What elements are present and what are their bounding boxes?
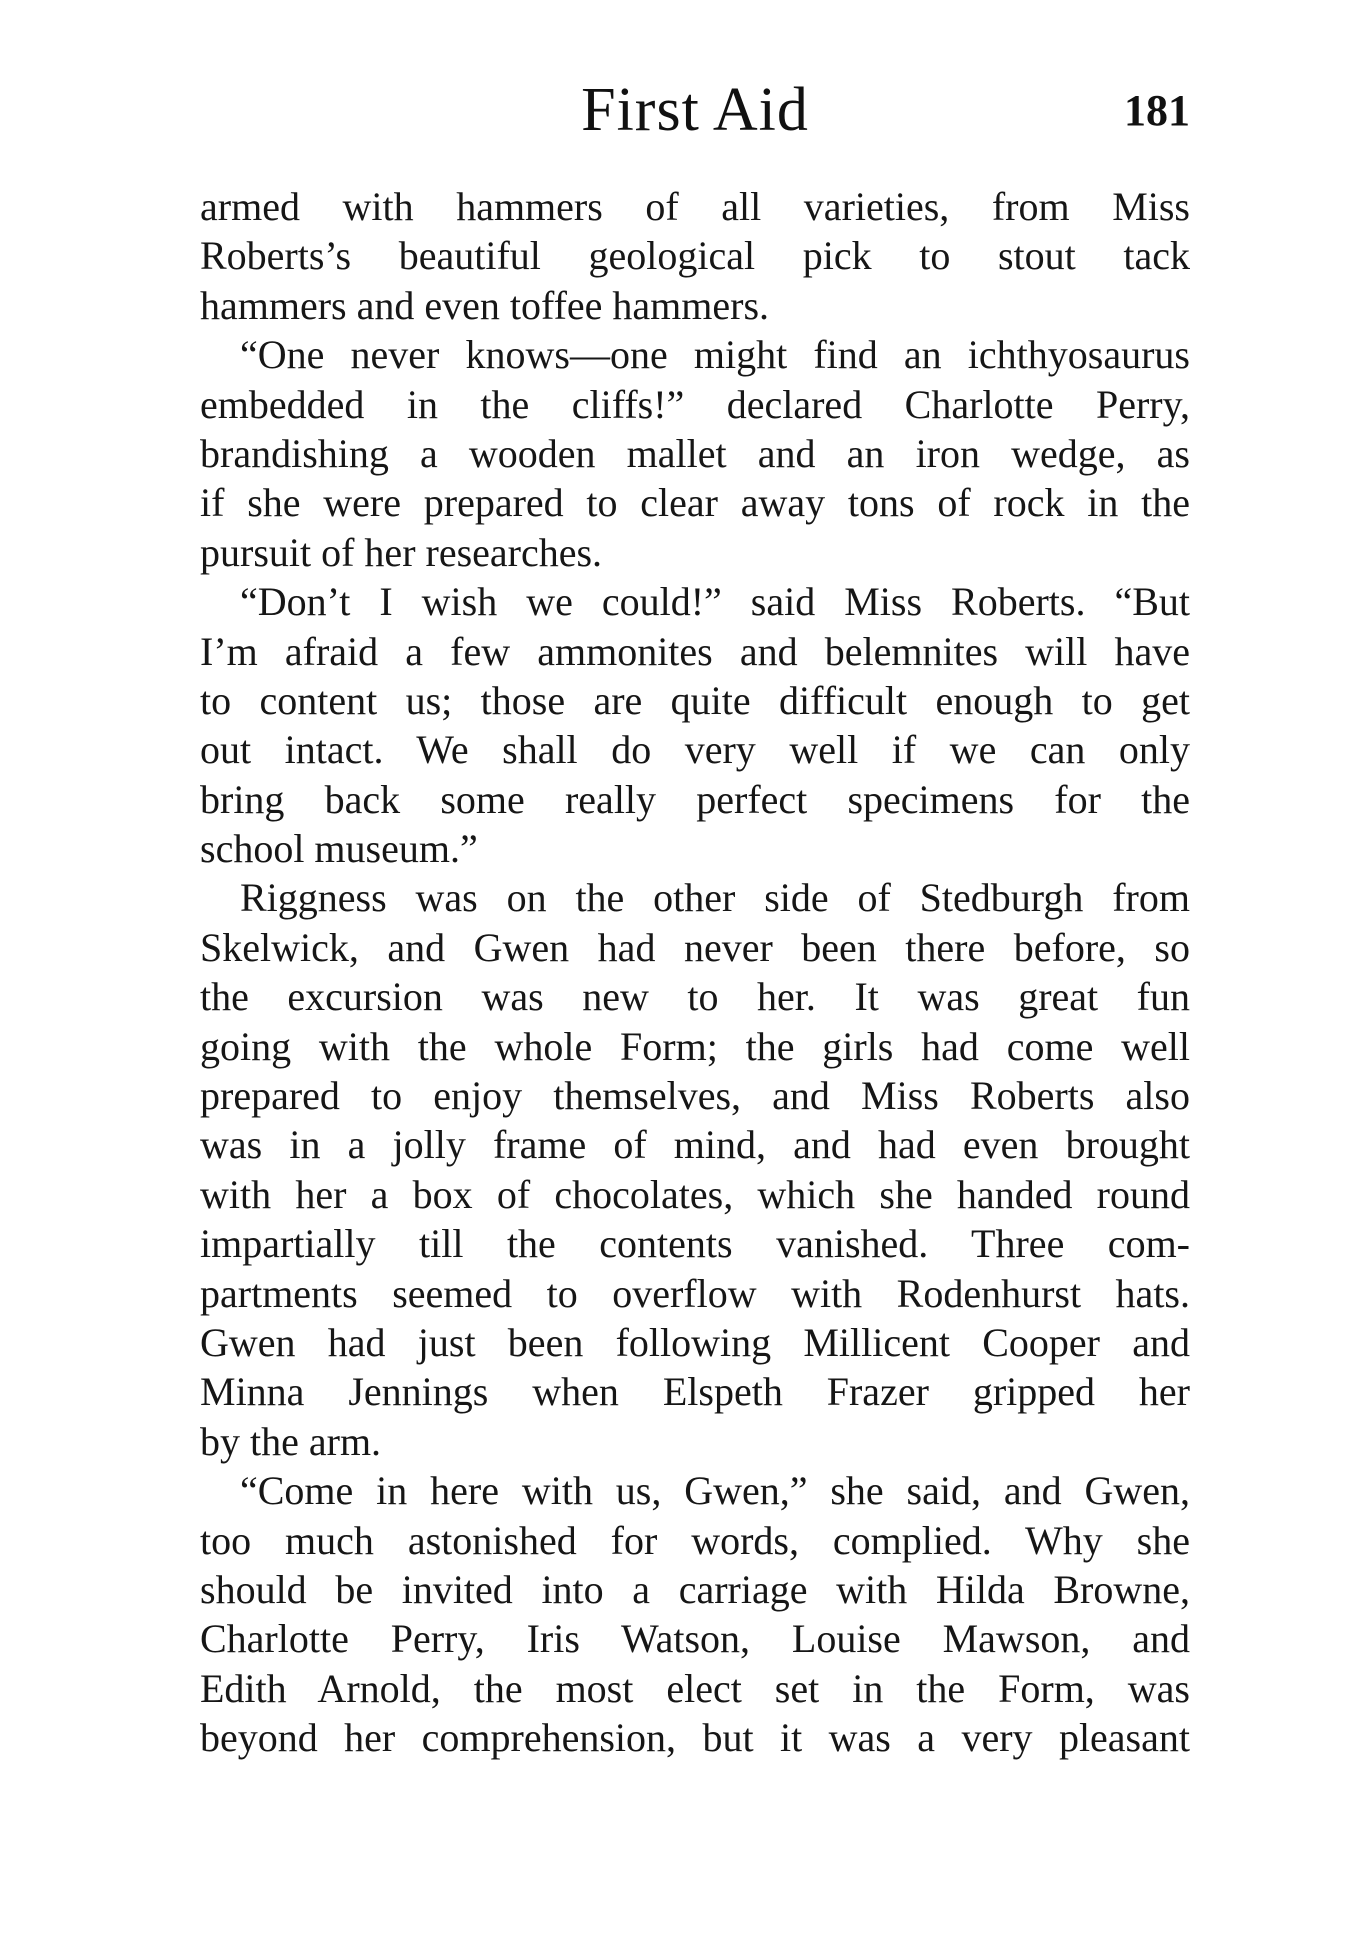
text-line: should be invited into a carriage with Hilda Browne, xyxy=(200,1566,1190,1612)
text-line: the excursion was new to her. It was great fun xyxy=(200,974,1190,1020)
paragraph xyxy=(200,330,1190,577)
text-line: if she were prepared to clear away tons of rock in the xyxy=(200,480,1190,526)
text-line: to content us; those are quite difficult enough to get xyxy=(200,677,1190,723)
running-head xyxy=(200,70,1190,150)
text-line: “One never knows—one might find an ichthyosaurus xyxy=(240,332,1190,378)
text-line: hammers and even toffee hammers. xyxy=(200,282,770,328)
text-line: embedded in the cliffs!” declared Charlotte Perry, xyxy=(200,381,1190,427)
text-line: brandishing a wooden mallet and an iron wedge, as xyxy=(200,430,1190,476)
page-number: 181 xyxy=(1124,86,1190,135)
paragraph xyxy=(200,182,1190,330)
text-line: out intact. We shall do very well if we can only xyxy=(200,727,1190,773)
text-line: beyond her comprehension, but it was a very pleasant xyxy=(200,1715,1190,1761)
text-line: I’m afraid a few ammonites and belemnites will have xyxy=(200,628,1190,674)
text-line: “Don’t I wish we could!” said Miss Roberts. “But xyxy=(240,579,1190,625)
text-line: Skelwick, and Gwen had never been there before, so xyxy=(200,924,1190,970)
text-line: Minna Jennings when Elspeth Frazer gripped her xyxy=(200,1369,1190,1415)
text-line: Edith Arnold, the most elect set in the Form, was xyxy=(200,1665,1190,1711)
text-line: too much astonished for words, complied. Why she xyxy=(200,1517,1190,1563)
text-line: armed with hammers of all varieties, from Miss xyxy=(200,184,1190,229)
text-line: Riggness was on the other side of Stedburgh from xyxy=(240,875,1190,921)
paragraph xyxy=(200,1466,1190,1762)
text-line: school museum.” xyxy=(200,826,478,872)
paragraph xyxy=(200,873,1190,1466)
text-line: prepared to enjoy themselves, and Miss Roberts also xyxy=(200,1073,1190,1119)
text-line: Gwen had just been following Millicent Cooper and xyxy=(200,1319,1190,1365)
text-line: bring back some really perfect specimens for the xyxy=(200,776,1190,822)
paragraph xyxy=(200,577,1190,873)
text-line: partments seemed to overflow with Rodenhurst hats. xyxy=(200,1270,1190,1316)
text-line: “Come in here with us, Gwen,” she said, and Gwen, xyxy=(240,1468,1190,1514)
text-line: was in a jolly frame of mind, and had even brought xyxy=(200,1122,1190,1168)
text-line: with her a box of chocolates, which she handed round xyxy=(200,1171,1190,1217)
text-line: impartially till the contents vanished. Three com- xyxy=(200,1221,1190,1267)
body-text xyxy=(200,182,1190,1763)
text-line: by the arm. xyxy=(200,1418,382,1464)
text-line: going with the whole Form; the girls had come well xyxy=(200,1023,1190,1069)
chapter-title: First Aid xyxy=(581,76,809,144)
text-line: Charlotte Perry, Iris Watson, Louise Mawson, and xyxy=(200,1616,1190,1662)
text-line: pursuit of her researches. xyxy=(200,529,603,575)
text-line: Roberts’s beautiful geological pick to stout tack xyxy=(200,233,1190,279)
